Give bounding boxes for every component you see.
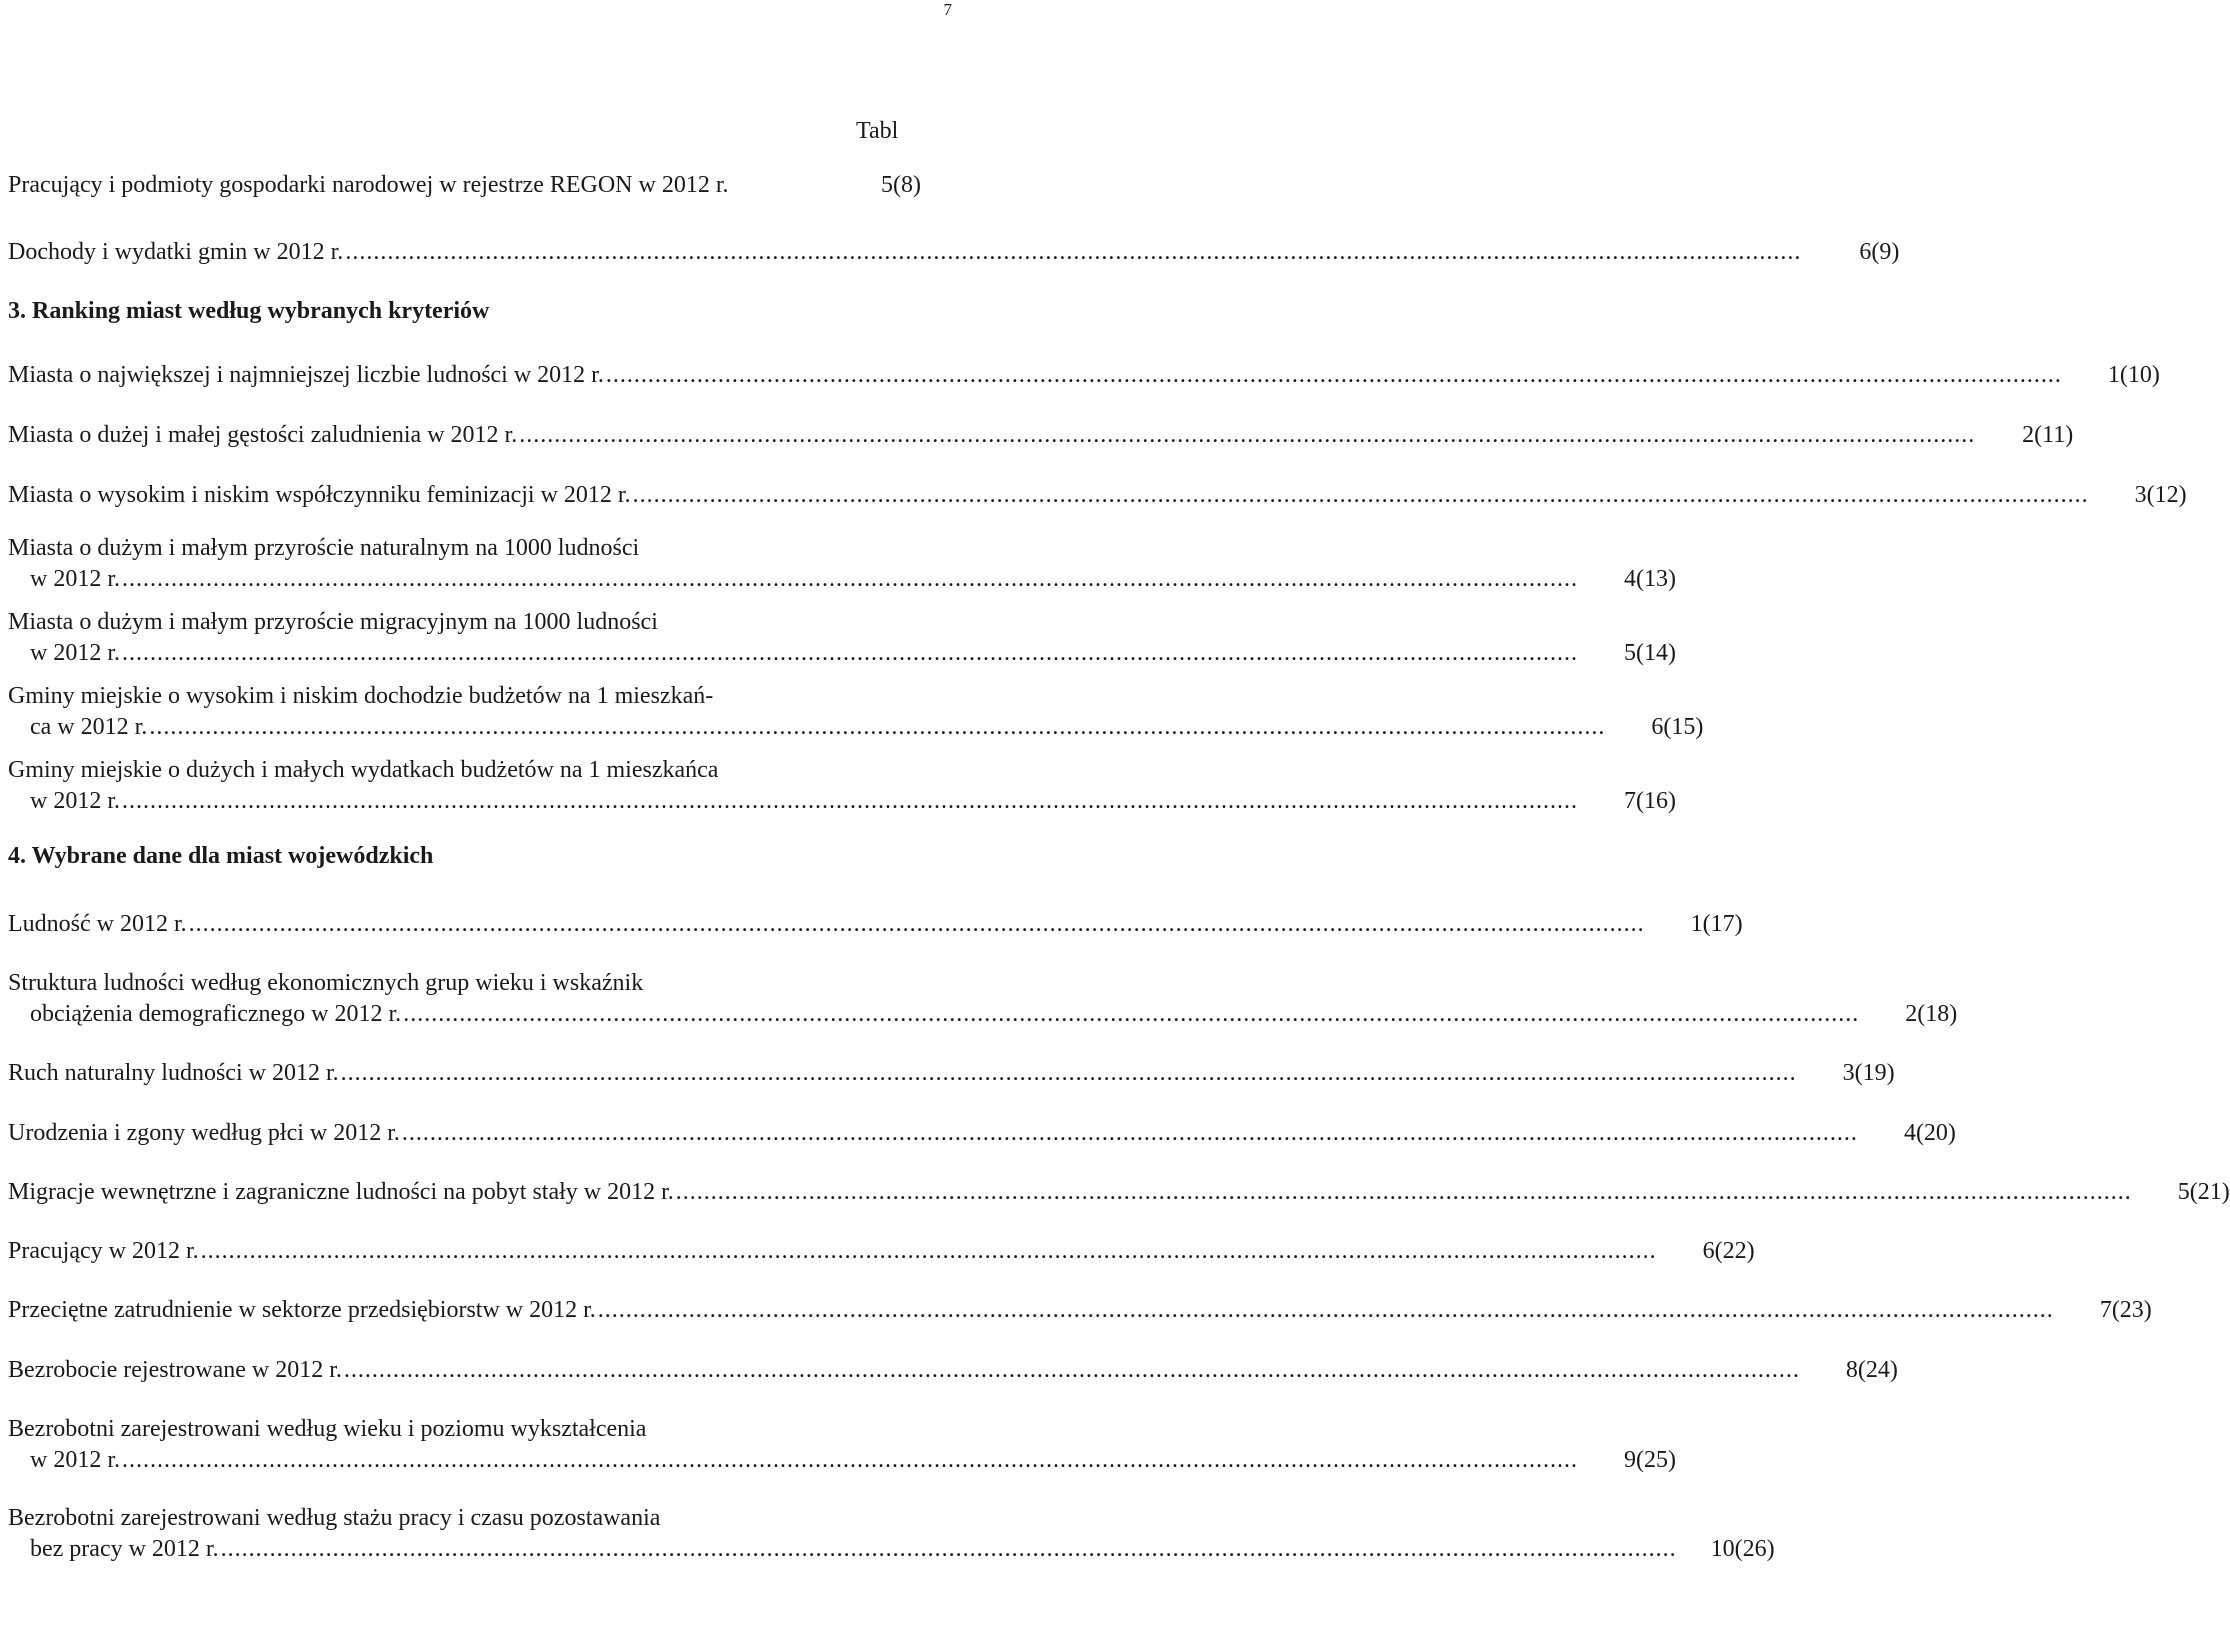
entry-title-line: Bezrobotni zarejestrowani według stażu pracy i czasu pozostawania: [8, 1505, 661, 1531]
entry-table-number: 4(20): [1903, 1120, 1956, 1146]
entry-title: Bezrobocie rejestrowane w 2012 r.: [8, 1357, 342, 1383]
dot-leader: ................................................................................................................................................................................................................: [519, 422, 1976, 448]
toc-entry[interactable]: [8, 1295, 2152, 1326]
entry-title: Urodzenia i zgony według płci w 2012 r.: [8, 1120, 400, 1146]
toc-entry[interactable]: [8, 1503, 1775, 1565]
dot-leader: ................................................................................................................................................................................................................: [632, 482, 2089, 508]
dot-leader: ................................................................................................................................................................................................................: [345, 239, 1802, 265]
toc-entry[interactable]: [8, 480, 2187, 511]
entry-title-line: Miasta o dużym i małym przyroście naturalnym na 1000 ludności: [8, 535, 640, 561]
dot-leader: ................................................................................................................................................................................................................: [122, 1447, 1578, 1473]
entry-title-line: Miasta o dużym i małym przyroście migracyjnym na 1000 ludności: [8, 609, 658, 635]
entry-table-number: 6(9): [1859, 239, 1900, 265]
dot-leader: ................................................................................................................................................................................................................: [188, 911, 1645, 937]
toc-entry[interactable]: [8, 170, 921, 201]
entry-title: w 2012 r.: [30, 788, 120, 814]
toc-entry[interactable]: [8, 755, 1676, 817]
toc-entry[interactable]: [8, 1414, 1676, 1476]
entry-title: Przeciętne zatrudnienie w sektorze przedsiębiorstw w 2012 r.: [8, 1297, 596, 1323]
toc-entry[interactable]: [8, 1118, 1956, 1149]
entry-title-line: Bezrobotni zarejestrowani według wieku i poziomu wykształcenia: [8, 1416, 647, 1442]
entry-table-number: 5(21): [2177, 1179, 2230, 1205]
entry-title-line: Struktura ludności według ekonomicznych grup wieku i wskaźnik: [8, 970, 644, 996]
entry-table-number: 2(11): [2022, 422, 2074, 448]
entry-title: Pracujący i podmioty gospodarki narodowej w rejestrze REGON w 2012 r.: [8, 172, 729, 198]
dot-leader: ................................................................................................................................................................................................................: [605, 362, 2062, 388]
toc-entry[interactable]: [8, 420, 2074, 451]
entry-title: Dochody i wydatki gmin w 2012 r.: [8, 239, 344, 265]
entry-title-line: Gminy miejskie o wysokim i niskim dochodzie budżetów na 1 mieszkań-: [8, 683, 714, 709]
entry-title: obciążenia demograficznego w 2012 r.: [30, 1001, 402, 1027]
toc-entry[interactable]: [8, 533, 1676, 595]
section-heading: 3. Ranking miast według wybranych kryteriów: [8, 298, 490, 324]
entry-table-number: 6(15): [1651, 714, 1704, 740]
toc-entry[interactable]: [8, 1236, 1755, 1267]
dot-leader: ................................................................................................................................................................................................................: [122, 788, 1578, 814]
entry-table-number: 1(10): [2107, 362, 2160, 388]
entry-table-number: 5(8): [881, 172, 921, 198]
dot-leader: ................................................................................................................................................................................................................: [401, 1120, 1858, 1146]
entry-title-line: Gminy miejskie o dużych i małych wydatkach budżetów na 1 mieszkańca: [8, 757, 719, 783]
entry-table-number: 9(25): [1624, 1447, 1676, 1473]
toc-entry[interactable]: [8, 607, 1676, 669]
entry-title: Miasta o dużej i małej gęstości zaludnienia w 2012 r.: [8, 422, 518, 448]
entry-table-number: 2(18): [1905, 1001, 1958, 1027]
section-heading: 4. Wybrane dane dla miast wojewódzkich: [8, 843, 434, 869]
entry-title: Miasta o wysokim i niskim współczynniku feminizacji w 2012 r.: [8, 482, 631, 508]
entry-table-number: 7(23): [2099, 1297, 2152, 1323]
entry-title: w 2012 r.: [30, 640, 120, 666]
entry-table-number: 6(22): [1702, 1238, 1755, 1264]
dot-leader: ................................................................................................................................................................................................................: [122, 566, 1578, 592]
toc-entry[interactable]: [8, 1355, 1898, 1386]
entry-title: ca w 2012 r.: [30, 714, 148, 740]
page-number: 7: [943, 0, 952, 19]
entry-table-number: 7(16): [1624, 788, 1676, 814]
entry-table-number: 10(26): [1710, 1536, 1775, 1562]
dot-leader: ................................................................................................................................................................................................................: [403, 1001, 1860, 1027]
entry-table-number: 3(12): [2134, 482, 2187, 508]
toc-entry[interactable]: [8, 909, 1743, 940]
toc-entry[interactable]: [8, 360, 2160, 391]
dot-leader: ................................................................................................................................................................................................................: [340, 1060, 1797, 1086]
entry-title: Pracujący w 2012 r.: [8, 1238, 199, 1264]
entry-table-number: 4(13): [1624, 566, 1676, 592]
dot-leader: ................................................................................................................................................................................................................: [597, 1297, 2054, 1323]
entry-title: w 2012 r.: [30, 566, 120, 592]
toc-entry[interactable]: [8, 681, 1704, 743]
entry-title: bez pracy w 2012 r.: [30, 1536, 219, 1562]
column-header: Tabl: [856, 118, 899, 144]
entry-table-number: 3(19): [1842, 1060, 1895, 1086]
entry-title: Migracje wewnętrzne i zagraniczne ludności na pobyt stały w 2012 r.: [8, 1179, 674, 1205]
dot-leader: ................................................................................................................................................................................................................: [343, 1357, 1800, 1383]
dot-leader: ................................................................................................................................................................................................................: [220, 1536, 1677, 1562]
entry-table-number: 8(24): [1845, 1357, 1898, 1383]
toc-entry[interactable]: [8, 1058, 1895, 1089]
dot-leader: ................................................................................................................................................................................................................: [200, 1238, 1657, 1264]
entry-table-number: 1(17): [1690, 911, 1743, 937]
entry-table-number: 5(14): [1624, 640, 1676, 666]
entry-title: w 2012 r.: [30, 1447, 120, 1473]
dot-leader: ................................................................................................................................................................................................................: [149, 714, 1606, 740]
entry-title: Ludność w 2012 r.: [8, 911, 187, 937]
toc-entry[interactable]: [8, 1177, 2230, 1208]
entry-title: Ruch naturalny ludności w 2012 r.: [8, 1060, 339, 1086]
dot-leader: ................................................................................................................................................................................................................: [675, 1179, 2132, 1205]
dot-leader: ................................................................................................................................................................................................................: [122, 640, 1578, 666]
entry-title: Miasta o największej i najmniejszej liczbie ludności w 2012 r.: [8, 362, 604, 388]
toc-entry[interactable]: [8, 237, 1900, 268]
toc-entry[interactable]: [8, 968, 1958, 1030]
